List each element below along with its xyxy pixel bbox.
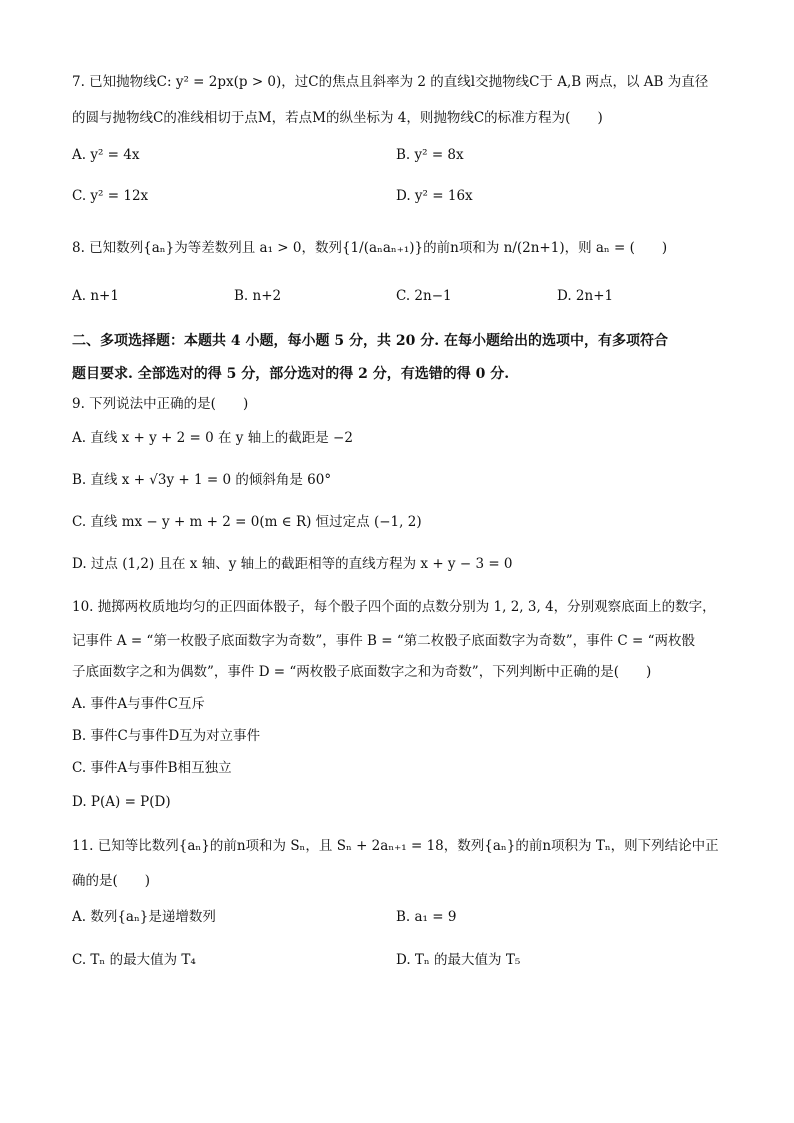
- section2-heading-line2: 题目要求. 全部选对的得 5 分，部分选对的得 2 分，有选错的得 0 分.: [72, 366, 510, 382]
- q9-option-c: C. 直线 mx − y + m + 2 = 0(m ∈ R) 恒过定点 (−1, 2): [72, 514, 422, 530]
- q9-stem: 9. 下列说法中正确的是( ): [72, 396, 249, 412]
- q7-option-b: B. y² = 8x: [396, 147, 464, 163]
- q11-stem-line2: 确的是( ): [72, 873, 151, 889]
- q10-option-b: B. 事件C与事件D互为对立事件: [72, 728, 261, 744]
- q9-option-a: A. 直线 x + y + 2 = 0 在 y 轴上的截距是 −2: [72, 430, 353, 446]
- q8-stem: 8. 已知数列{aₙ}为等差数列且 a₁ > 0，数列{1/(aₙaₙ₊₁)}的前n项和为 n/(2n+1)，则 aₙ = ( ): [72, 240, 668, 256]
- q11-option-a: A. 数列{aₙ}是递增数列: [72, 909, 216, 925]
- q10-option-a: A. 事件A与事件C互斥: [72, 696, 205, 712]
- q7-stem-line1: 7. 已知抛物线C: y² = 2px(p > 0)，过C的焦点且斜率为 2 的直线l交抛物线C于 A,B 两点，以 AB 为直径: [72, 74, 709, 90]
- q9-option-d: D. 过点 (1,2) 且在 x 轴、y 轴上的截距相等的直线方程为 x + y − 3 = 0: [72, 556, 513, 572]
- q10-stem-line1: 10. 抛掷两枚质地均匀的正四面体骰子，每个骰子四个面的点数分别为 1, 2, 3, 4，分别观察底面上的数字，: [72, 599, 716, 615]
- q11-option-d: D. Tₙ 的最大值为 T₅: [396, 952, 521, 968]
- q8-option-c: C. 2n−1: [396, 288, 452, 304]
- q10-stem-line2: 记事件 A = “第一枚骰子底面数字为奇数”，事件 B = “第二枚骰子底面数字为奇数”，事件 C = “两枚骰: [72, 633, 696, 649]
- section2-heading-line1: 二、多项选择题：本题共 4 小题，每小题 5 分，共 20 分. 在每小题给出的选项中，有多项符合: [72, 333, 668, 349]
- q8-option-b: B. n+2: [234, 288, 282, 304]
- q11-option-b: B. a₁ = 9: [396, 909, 457, 925]
- q7-option-d: D. y² = 16x: [396, 188, 473, 204]
- q7-option-a: A. y² = 4x: [72, 147, 140, 163]
- q10-stem-line3: 子底面数字之和为偶数”，事件 D = “两枚骰子底面数字之和为奇数”，下列判断中正确的是( ): [72, 664, 652, 680]
- q11-option-c: C. Tₙ 的最大值为 T₄: [72, 952, 196, 968]
- q7-option-c: C. y² = 12x: [72, 188, 149, 204]
- q10-option-c: C. 事件A与事件B相互独立: [72, 760, 232, 776]
- q8-option-d: D. 2n+1: [557, 288, 614, 304]
- q11-stem-line1: 11. 已知等比数列{aₙ}的前n项和为 Sₙ，且 Sₙ + 2aₙ₊₁ = 18，数列{aₙ}的前n项积为 Tₙ，则下列结论中正: [72, 838, 719, 854]
- q8-option-a: A. n+1: [72, 288, 119, 304]
- q7-stem-line2: 的圆与抛物线C的准线相切于点M，若点M的纵坐标为 4，则抛物线C的标准方程为( ): [72, 110, 603, 126]
- q9-option-b: B. 直线 x + √3y + 1 = 0 的倾斜角是 60°: [72, 472, 332, 488]
- q10-option-d: D. P(A) = P(D): [72, 794, 171, 810]
